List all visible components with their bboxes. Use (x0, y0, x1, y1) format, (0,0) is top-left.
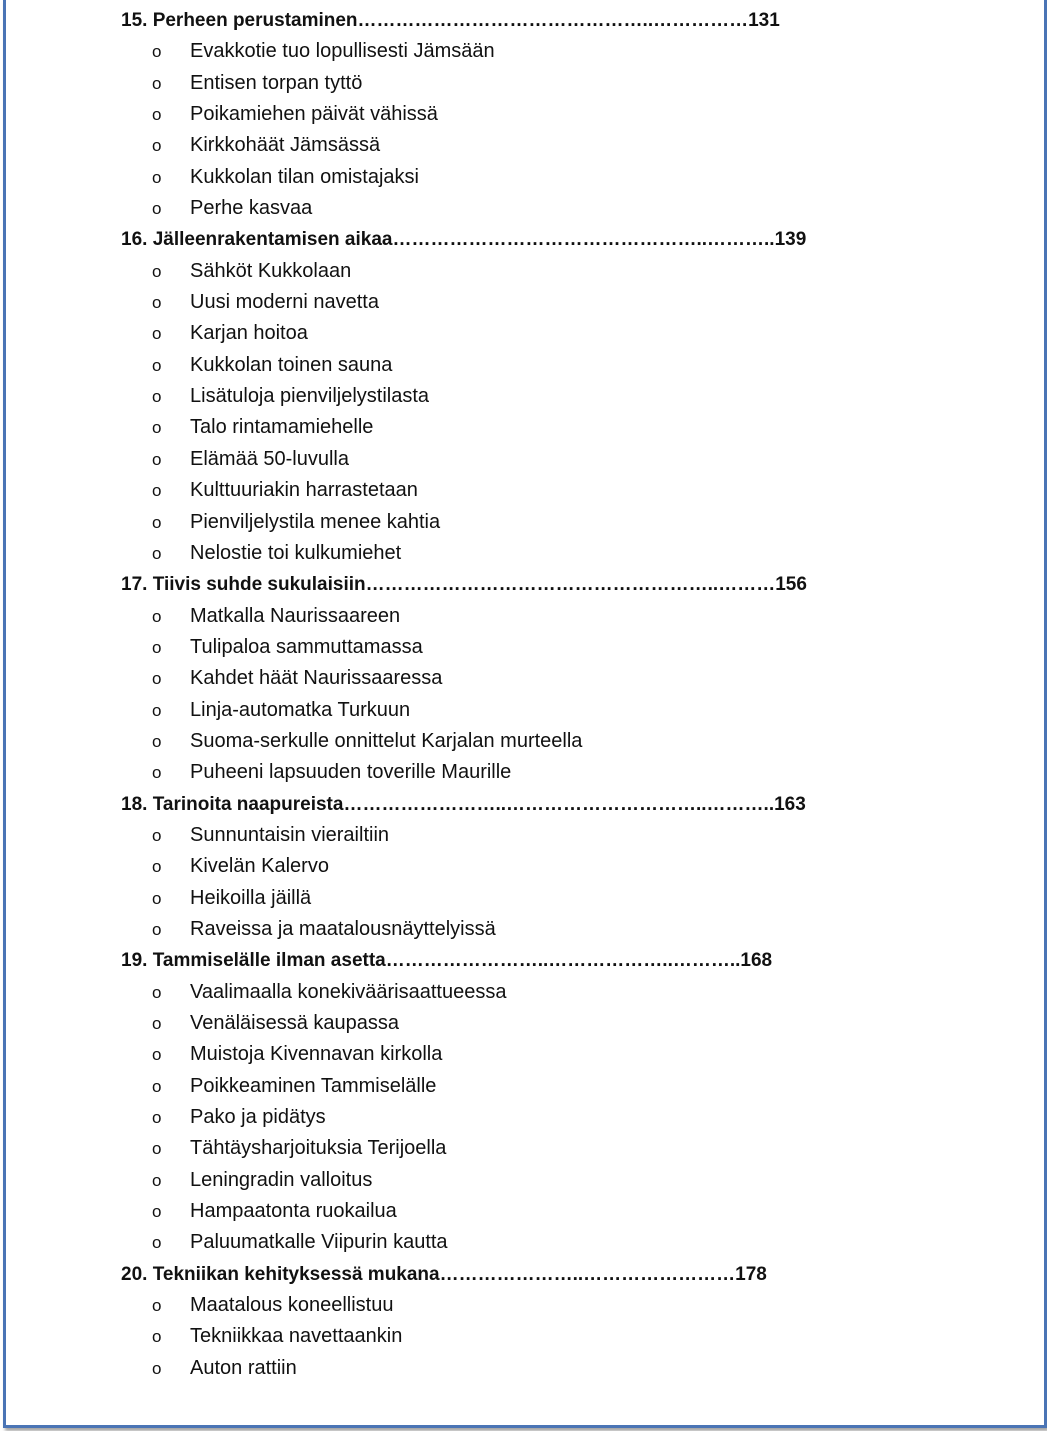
list-item (6, 1039, 1046, 1070)
hollow-bullet-icon: o (152, 763, 162, 783)
list-item-label: Uusi moderni navetta (190, 291, 379, 314)
chapter-heading: 19. Tammiselälle ilman asetta……………………..………………..………..168 (121, 950, 773, 972)
list-item (6, 287, 1046, 318)
hollow-bullet-icon: o (152, 1139, 162, 1159)
list-item-label: Leningradin valloitus (190, 1168, 373, 1191)
list-item-label: Tähtäysharjoituksia Terijoella (190, 1137, 447, 1160)
list-item (6, 1196, 1046, 1227)
list-item-label: Lisätuloja pienviljelystilasta (190, 385, 430, 408)
hollow-bullet-icon: o (152, 1358, 162, 1378)
list-item (6, 851, 1046, 882)
list-item-label: Pako ja pidätys (190, 1106, 326, 1129)
list-item (6, 1008, 1046, 1039)
list-item-label: Kahdet häät Naurissaaressa (190, 667, 443, 690)
list-item (6, 318, 1046, 349)
hollow-bullet-icon: o (152, 512, 162, 532)
list-item (6, 538, 1046, 569)
list-item-label: Sunnuntaisin vierailtiin (190, 823, 390, 846)
hollow-bullet-icon: o (152, 637, 162, 657)
chapter-heading: 15. Perheen perustaminen………………………………………..……………131 (121, 10, 780, 31)
list-item-label: Tulipaloa sammuttamassa (190, 635, 423, 658)
list-item (6, 695, 1046, 726)
list-item-label: Kirkkohäät Jämsässä (190, 134, 381, 157)
list-item-label: Tekniikkaa navettaankin (190, 1325, 403, 1348)
list-item (6, 1290, 1046, 1321)
hollow-bullet-icon: o (152, 857, 162, 877)
list-item-label: Linja-automatka Turkuun (190, 698, 411, 721)
list-item (6, 68, 1046, 99)
hollow-bullet-icon: o (152, 700, 162, 720)
list-item (6, 412, 1046, 443)
hollow-bullet-icon: o (152, 1108, 162, 1128)
list-item-label: Kulttuuriakin harrastetaan (190, 479, 418, 502)
list-item (6, 663, 1046, 694)
hollow-bullet-icon: o (152, 606, 162, 626)
hollow-bullet-icon: o (152, 136, 162, 156)
hollow-bullet-icon: o (152, 293, 162, 313)
list-item (6, 36, 1046, 67)
list-item-label: Maatalous koneellistuu (190, 1294, 394, 1317)
hollow-bullet-icon: o (152, 1296, 162, 1316)
list-item (6, 193, 1046, 224)
list-item-label: Poikkeaminen Tammiselälle (190, 1074, 437, 1097)
hollow-bullet-icon: o (152, 1202, 162, 1222)
hollow-bullet-icon: o (152, 261, 162, 281)
hollow-bullet-icon: o (152, 731, 162, 751)
list-item (6, 632, 1046, 663)
hollow-bullet-icon: o (152, 543, 162, 563)
hollow-bullet-icon: o (152, 1014, 162, 1033)
list-item (6, 507, 1046, 538)
list-item (6, 350, 1046, 381)
list-item-label: Evakkotie tuo lopullisesti Jämsään (190, 40, 495, 63)
list-item (6, 977, 1046, 1008)
list-item-label: Venäläisessä kaupassa (190, 1012, 400, 1034)
list-item (6, 475, 1046, 506)
list-item (6, 883, 1046, 914)
list-item-label: Muistoja Kivennavan kirkolla (190, 1043, 443, 1066)
hollow-bullet-icon: o (152, 1327, 162, 1347)
list-item (6, 1071, 1046, 1102)
list-item (6, 1321, 1046, 1352)
list-item-label: Pienviljelystila menee kahtia (190, 510, 441, 533)
hollow-bullet-icon: o (152, 1076, 162, 1096)
list-item (6, 820, 1046, 851)
list-item (6, 130, 1046, 161)
hollow-bullet-icon: o (152, 355, 162, 375)
hollow-bullet-icon: o (152, 1233, 162, 1253)
hollow-bullet-icon: o (152, 481, 162, 501)
list-item (6, 726, 1046, 757)
list-item (6, 256, 1046, 287)
list-item (6, 1165, 1046, 1196)
list-item (6, 1102, 1046, 1133)
list-item-label: Talo rintamamiehelle (190, 416, 374, 439)
list-item-label: Paluumatkalle Viipurin kautta (190, 1231, 448, 1254)
hollow-bullet-icon: o (152, 449, 162, 469)
hollow-bullet-icon: o (152, 919, 162, 939)
table-of-contents (6, 5, 1046, 1384)
list-item-label: Suoma-serkulle onnittelut Karjalan murteella (190, 729, 583, 752)
hollow-bullet-icon: o (152, 199, 162, 219)
list-item-label: Nelostie toi kulkumiehet (190, 541, 402, 564)
list-item-label: Karjan hoitoa (190, 322, 308, 345)
list-item-label: Perhe kasvaa (190, 197, 313, 220)
list-item-label: Kukkolan toinen sauna (190, 353, 393, 376)
list-item-label: Auton rattiin (190, 1356, 297, 1379)
list-item-label: Entisen torpan tyttö (190, 71, 363, 94)
list-item-label: Matkalla Naurissaareen (190, 604, 401, 627)
hollow-bullet-icon: o (152, 418, 162, 438)
list-item (6, 99, 1046, 130)
list-item-label: Raveissa ja maatalousnäyttelyissä (190, 917, 496, 940)
list-item-label: Vaalimaalla konekiväärisaattueessa (190, 980, 507, 1003)
list-item (6, 381, 1046, 412)
chapter-heading: 16. Jälleenrakentamisen aikaa…………………………………………..………..139 (121, 229, 807, 251)
list-item-label: Poikamiehen päivät vähissä (190, 103, 438, 126)
hollow-bullet-icon: o (152, 167, 162, 187)
list-item (6, 1353, 1046, 1384)
hollow-bullet-icon: o (152, 42, 162, 62)
hollow-bullet-icon: o (152, 324, 162, 344)
chapter-heading: 18. Tarinoita naapureista……………………..…………………………..………..163 (121, 793, 806, 815)
hollow-bullet-icon: o (152, 825, 162, 845)
hollow-bullet-icon: o (152, 105, 162, 125)
hollow-bullet-icon: o (152, 888, 162, 908)
hollow-bullet-icon: o (152, 669, 162, 689)
list-item (6, 914, 1046, 945)
page-frame (3, 0, 1047, 1428)
chapter-heading: 20. Tekniikan kehityksessä mukana…………………..……………………178 (121, 1263, 767, 1285)
chapter-heading: 17. Tiivis suhde sukulaisiin………………………………………………..………156 (121, 574, 807, 596)
list-item-label: Kivelän Kalervo (190, 855, 329, 878)
list-item (6, 1227, 1046, 1258)
list-item-label: Puheeni lapsuuden toverille Maurille (190, 761, 512, 784)
list-item-label: Kukkolan tilan omistajaksi (190, 165, 419, 188)
hollow-bullet-icon: o (152, 1045, 162, 1065)
list-item-label: Elämää 50-luvulla (190, 447, 349, 470)
list-item (6, 1133, 1046, 1164)
list-item-label: Hampaatonta ruokailua (190, 1200, 397, 1223)
hollow-bullet-icon: o (152, 387, 162, 407)
list-item (6, 162, 1046, 193)
list-item-label: Sähköt Kukkolaan (190, 259, 352, 282)
list-item (6, 601, 1046, 632)
hollow-bullet-icon: o (152, 73, 162, 93)
hollow-bullet-icon: o (152, 1170, 162, 1190)
list-item (6, 757, 1046, 788)
list-item (6, 444, 1046, 475)
hollow-bullet-icon: o (152, 982, 162, 1002)
list-item-label: Heikoilla jäillä (190, 886, 312, 909)
